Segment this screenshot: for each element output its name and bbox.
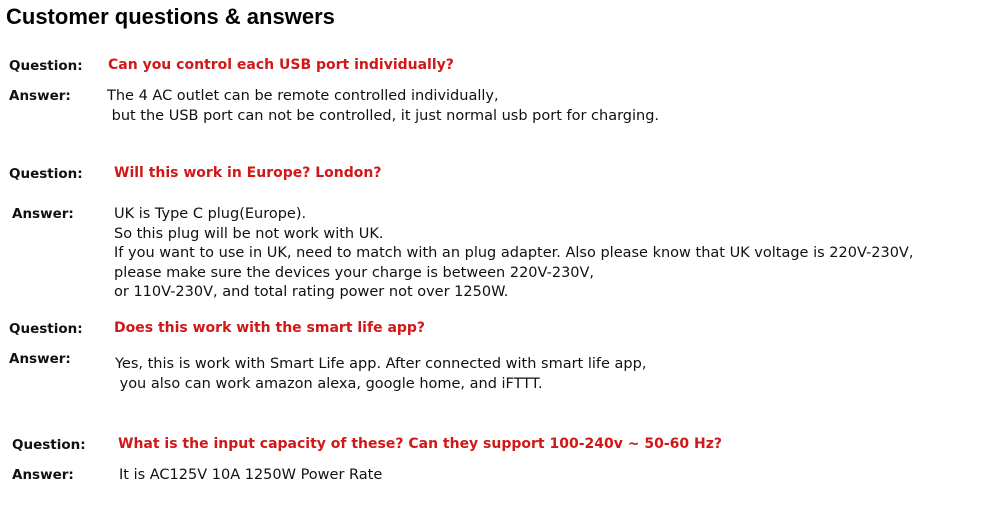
question-label: Question: (9, 58, 83, 74)
answer-label: Answer: (9, 88, 71, 104)
answer-text (115, 355, 646, 394)
answer-line: UK is Type C plug(Europe). (114, 206, 307, 222)
answer-line: but the USB port can not be controlled, it just normal usb port for charging. (107, 107, 660, 124)
answer-line: The 4 AC outlet can be remote controlled individually, (107, 88, 499, 104)
answer-line: So this plug will be not work with UK. (114, 225, 384, 242)
answer-line: or 110V-230V, and total rating power not over 1250W. (114, 284, 509, 300)
question-label: Question: (9, 321, 83, 337)
answer-line: please make sure the devices your charge is between 220V-230V, (114, 264, 595, 281)
answer-line: If you want to use in UK, need to match with an plug adapter. Also please know that UK voltage is 220V-230V, (114, 245, 914, 261)
answer-line: It is AC125V 10A 1250W Power Rate (119, 467, 383, 483)
question-label: Question: (9, 166, 83, 182)
question-text: Does this work with the smart life app? (114, 320, 426, 336)
page-title: Customer questions & answers (6, 4, 335, 29)
answer-line: Yes, this is work with Smart Life app. After connected with smart life app, (115, 356, 647, 372)
answer-label: Answer: (9, 351, 71, 367)
question-text: Will this work in Europe? London? (114, 165, 382, 181)
question-text: What is the input capacity of these? Can they support 100-240v ~ 50-60 Hz? (118, 436, 722, 452)
answer-text (119, 466, 382, 486)
answer-label: Answer: (12, 467, 74, 483)
question-text: Can you control each USB port individually? (108, 57, 454, 73)
answer-line: you also can work amazon alexa, google home, and iFTTT. (115, 375, 543, 392)
answer-text (107, 87, 659, 126)
answer-label: Answer: (12, 206, 74, 222)
answer-text (114, 205, 913, 303)
question-label: Question: (12, 437, 86, 453)
